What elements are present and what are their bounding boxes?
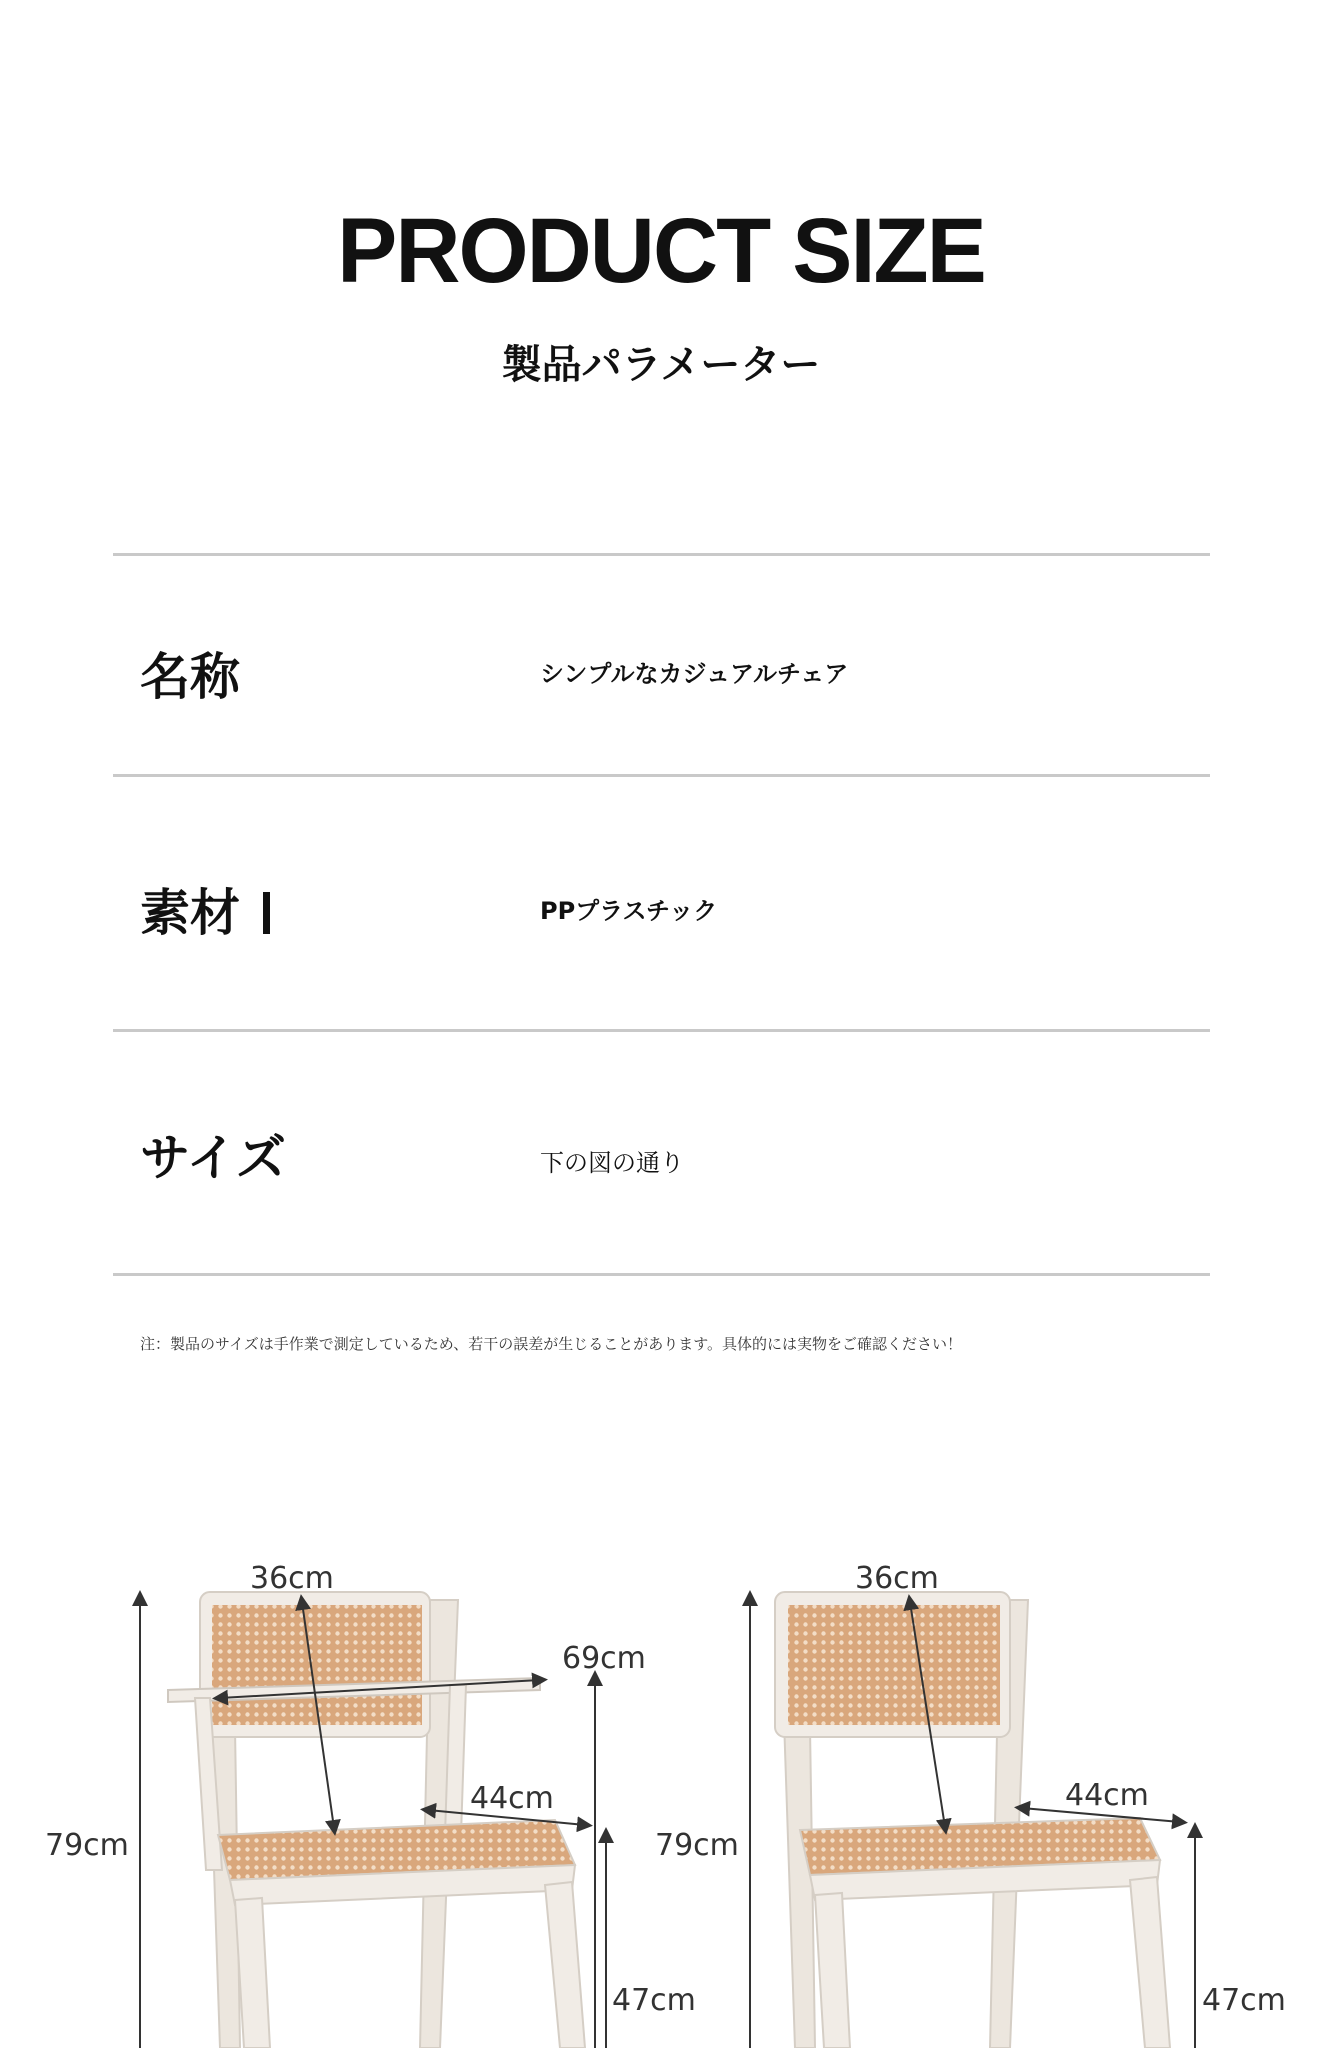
dim-back-width-left: 36cm: [250, 1561, 334, 1596]
page-subtitle: 製品パラメーター: [501, 342, 821, 388]
divider: [113, 553, 1210, 556]
divider: [113, 774, 1210, 777]
label-bar: [263, 892, 270, 934]
side-chair-illustration: [775, 1592, 1170, 2048]
dim-back-width-right: 36cm: [855, 1561, 939, 1596]
measurement-note: 注：製品のサイズは手作業で測定しているため、若干の誤差が生じることがあります。具体的には実物をご確認ください！: [140, 1335, 963, 1353]
spec-label-material: 素材: [140, 884, 240, 942]
divider: [113, 1029, 1210, 1032]
dim-height-right: 79cm: [655, 1828, 739, 1863]
dim-seat-height-right: 47cm: [1202, 1983, 1286, 2018]
chair-dimension-diagram: [0, 1530, 1322, 2048]
dim-seat-depth-right: 44cm: [1065, 1778, 1149, 1813]
spec-label-name: 名称: [140, 648, 240, 706]
spec-value-material: PPプラスチック: [540, 897, 718, 925]
spec-label-size: サイズ: [140, 1129, 286, 1187]
dim-arm-width-left: 69cm: [562, 1641, 646, 1676]
dim-height-left: 79cm: [45, 1828, 129, 1863]
divider: [113, 1273, 1210, 1276]
page-title: PRODUCT SIZE: [337, 200, 985, 302]
spec-value-size: 下の図の通り: [540, 1149, 684, 1177]
spec-value-name: シンプルなカジュアルチェア: [540, 660, 849, 688]
dim-seat-height-left: 47cm: [612, 1983, 696, 2018]
dim-seat-depth-left: 44cm: [470, 1781, 554, 1816]
